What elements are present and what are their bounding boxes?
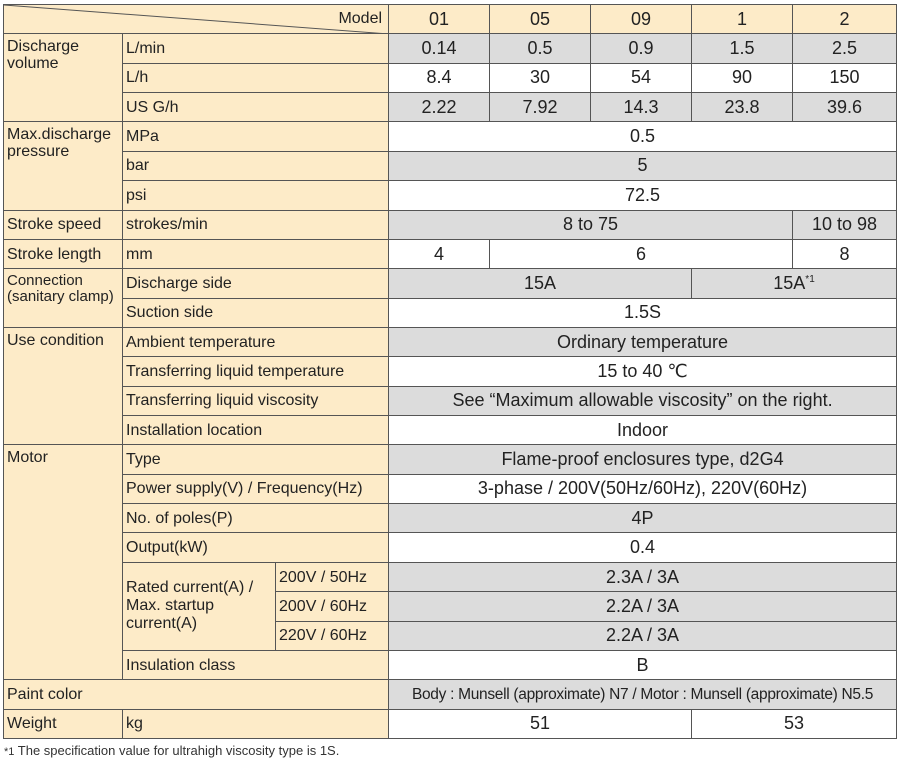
use-ambient-row bbox=[4, 327, 897, 356]
model-09: 09 bbox=[591, 5, 692, 34]
rated-current-label: Rated current(A) / Max. startup current(A) bbox=[123, 562, 276, 650]
unit-bar: bar bbox=[123, 151, 389, 180]
table-cell: 8 bbox=[793, 239, 897, 268]
unit-lmin: L/min bbox=[123, 34, 389, 63]
table-cell: 3-phase / 200V(50Hz/60Hz), 220V(60Hz) bbox=[389, 474, 897, 503]
model-header-corner bbox=[4, 5, 389, 34]
output-label: Output(kW) bbox=[123, 533, 389, 562]
use-liquid-temp-row bbox=[4, 357, 897, 386]
motor-power-row bbox=[4, 474, 897, 503]
table-cell: 2.2A / 3A bbox=[389, 592, 897, 621]
table-cell: 15 to 40 ℃ bbox=[389, 357, 897, 386]
unit-lh: L/h bbox=[123, 63, 389, 92]
table-cell: 90 bbox=[692, 63, 793, 92]
table-cell: 30 bbox=[490, 63, 591, 92]
table-cell: 0.5 bbox=[389, 122, 897, 151]
poles-label: No. of poles(P) bbox=[123, 504, 389, 533]
model-05: 05 bbox=[490, 5, 591, 34]
model-2: 2 bbox=[793, 5, 897, 34]
unit-kg: kg bbox=[123, 709, 389, 738]
table-cell: 150 bbox=[793, 63, 897, 92]
pressure-row-mpa bbox=[4, 122, 897, 151]
paint-color-label: Paint color bbox=[4, 680, 389, 709]
paint-row bbox=[4, 680, 897, 709]
rated-sub-label: 200V / 60Hz bbox=[276, 592, 389, 621]
table-cell: 8 to 75 bbox=[389, 210, 793, 239]
use-condition-label: Use condition bbox=[4, 327, 123, 444]
table-cell: 2.5 bbox=[793, 34, 897, 63]
motor-label: Motor bbox=[4, 445, 123, 680]
stroke-length-label: Stroke length bbox=[4, 239, 123, 268]
unit-usgh: US G/h bbox=[123, 93, 389, 122]
discharge-volume-label: Discharge volume bbox=[4, 34, 123, 122]
discharge-row-lh bbox=[4, 63, 897, 92]
table-cell: 5 bbox=[389, 151, 897, 180]
motor-poles-row bbox=[4, 504, 897, 533]
table-cell: 8.4 bbox=[389, 63, 490, 92]
motor-type-label: Type bbox=[123, 445, 389, 474]
power-supply-label: Power supply(V) / Frequency(Hz) bbox=[123, 474, 389, 503]
insulation-label: Insulation class bbox=[123, 650, 389, 679]
stroke-length-row bbox=[4, 239, 897, 268]
stroke-speed-label: Stroke speed bbox=[4, 210, 123, 239]
viscosity-label: Transferring liquid viscosity bbox=[123, 386, 389, 415]
table-cell: B bbox=[389, 650, 897, 679]
footnote-text: The specification value for ultrahigh viscosity type is 1S. bbox=[17, 743, 340, 758]
table-cell bbox=[692, 269, 897, 298]
unit-mpa: MPa bbox=[123, 122, 389, 151]
liquid-temp-label: Transferring liquid temperature bbox=[123, 357, 389, 386]
discharge-b-value: 15A bbox=[773, 272, 806, 293]
pressure-row-psi bbox=[4, 181, 897, 210]
table-cell: 1.5 bbox=[692, 34, 793, 63]
spec-table bbox=[3, 4, 897, 739]
table-cell: Body : Munsell (approximate) N7 / Motor : Munsell (approximate) N5.5 bbox=[389, 680, 897, 709]
table-cell: 14.3 bbox=[591, 93, 692, 122]
table-cell: 2.22 bbox=[389, 93, 490, 122]
table-cell: Indoor bbox=[389, 416, 897, 445]
model-1: 1 bbox=[692, 5, 793, 34]
motor-output-row bbox=[4, 533, 897, 562]
suction-side-label: Suction side bbox=[123, 298, 389, 327]
table-cell: Flame-proof enclosures type, d2G4 bbox=[389, 445, 897, 474]
connection-label: Connection (sanitary clamp) bbox=[4, 269, 123, 328]
motor-insulation-row bbox=[4, 650, 897, 679]
model-label: Model bbox=[338, 10, 383, 27]
table-cell: 4 bbox=[389, 239, 490, 268]
diagonal-line-icon bbox=[4, 5, 389, 34]
footnote bbox=[4, 743, 339, 758]
model-01: 01 bbox=[389, 5, 490, 34]
stroke-speed-row bbox=[4, 210, 897, 239]
max-pressure-label: Max.discharge pressure bbox=[4, 122, 123, 210]
motor-rated-row-1 bbox=[4, 562, 897, 591]
table-cell: 54 bbox=[591, 63, 692, 92]
discharge-row-usgh bbox=[4, 93, 897, 122]
table-cell: 23.8 bbox=[692, 93, 793, 122]
motor-type-row bbox=[4, 445, 897, 474]
table-cell: 51 bbox=[389, 709, 692, 738]
unit-strokes: strokes/min bbox=[123, 210, 389, 239]
discharge-row-lmin bbox=[4, 34, 897, 63]
table-cell: 0.14 bbox=[389, 34, 490, 63]
table-cell: Ordinary temperature bbox=[389, 327, 897, 356]
table-cell: 2.3A / 3A bbox=[389, 562, 897, 591]
table-cell: 0.4 bbox=[389, 533, 897, 562]
unit-mm: mm bbox=[123, 239, 389, 268]
table-cell: 1.5S bbox=[389, 298, 897, 327]
rated-sub-label: 220V / 60Hz bbox=[276, 621, 389, 650]
table-cell: 53 bbox=[692, 709, 897, 738]
pressure-row-bar bbox=[4, 151, 897, 180]
footnote-ref: *1 bbox=[805, 273, 815, 285]
weight-row bbox=[4, 709, 897, 738]
table-cell: 6 bbox=[490, 239, 793, 268]
connection-suction-row bbox=[4, 298, 897, 327]
use-location-row bbox=[4, 416, 897, 445]
table-cell: 7.92 bbox=[490, 93, 591, 122]
footnote-mark: *1 bbox=[4, 746, 15, 758]
table-cell: 39.6 bbox=[793, 93, 897, 122]
table-cell: 4P bbox=[389, 504, 897, 533]
use-viscosity-row bbox=[4, 386, 897, 415]
unit-psi: psi bbox=[123, 181, 389, 210]
location-label: Installation location bbox=[123, 416, 389, 445]
discharge-side-label: Discharge side bbox=[123, 269, 389, 298]
header-row bbox=[4, 5, 897, 34]
table-cell: 10 to 98 bbox=[793, 210, 897, 239]
table-cell: 15A bbox=[389, 269, 692, 298]
ambient-temp-label: Ambient temperature bbox=[123, 327, 389, 356]
table-cell: 72.5 bbox=[389, 181, 897, 210]
connection-discharge-row bbox=[4, 269, 897, 298]
rated-sub-label: 200V / 50Hz bbox=[276, 562, 389, 591]
table-cell: 0.9 bbox=[591, 34, 692, 63]
table-cell: See “Maximum allowable viscosity” on the right. bbox=[389, 386, 897, 415]
table-cell: 2.2A / 3A bbox=[389, 621, 897, 650]
weight-label: Weight bbox=[4, 709, 123, 738]
table-cell: 0.5 bbox=[490, 34, 591, 63]
